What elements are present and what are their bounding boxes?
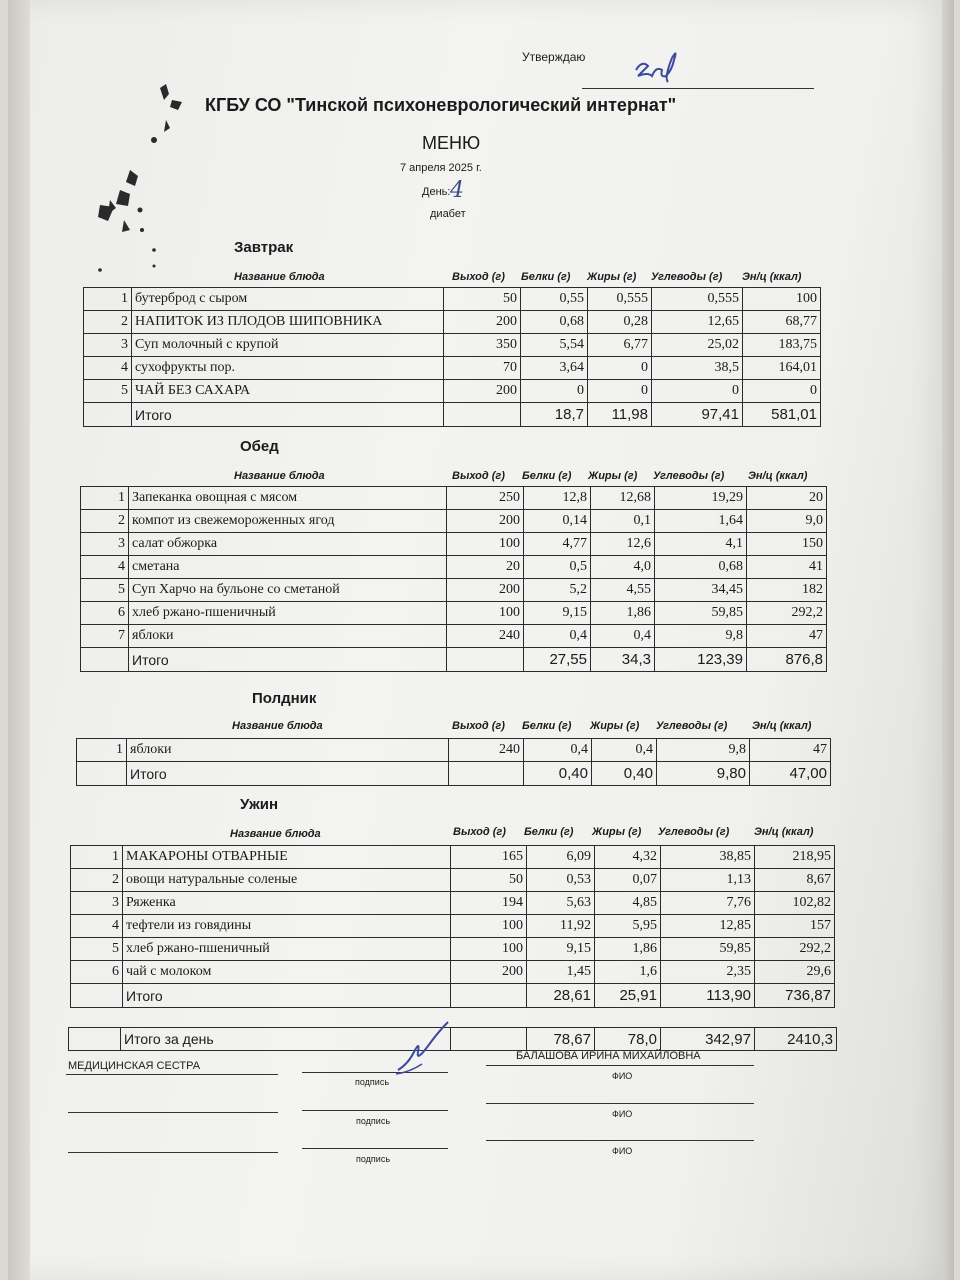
dish-protein: 6,09 — [527, 846, 595, 869]
row-number: 1 — [81, 487, 129, 510]
dish-protein: 11,92 — [527, 915, 595, 938]
total-energy: 47,00 — [750, 762, 831, 786]
dish-yield: 100 — [451, 915, 527, 938]
row-number: 6 — [71, 961, 123, 984]
col-head-name: Название блюда — [230, 828, 321, 840]
signature-caption: подпись — [356, 1154, 391, 1164]
dish-protein: 5,54 — [521, 334, 588, 357]
dish-carbs: 59,85 — [661, 938, 755, 961]
dish-energy: 47 — [747, 625, 827, 648]
total-energy: 736,87 — [755, 984, 835, 1008]
dish-energy: 0 — [743, 380, 821, 403]
dish-yield: 100 — [451, 938, 527, 961]
dish-fat: 0,1 — [591, 510, 655, 533]
dish-name: бутерброд с сыром — [132, 288, 444, 311]
dish-yield: 240 — [447, 625, 524, 648]
total-fat: 25,91 — [595, 984, 661, 1008]
grand-total-protein: 78,67 — [527, 1028, 595, 1051]
dish-name: яблоки — [129, 625, 447, 648]
col-head-fat: Жиры (г) — [587, 271, 637, 283]
dish-carbs: 0 — [652, 380, 743, 403]
empty-cell — [444, 403, 521, 427]
dish-name: хлеб ржано-пшеничный — [129, 602, 447, 625]
empty-cell — [449, 762, 524, 786]
dish-carbs: 38,5 — [652, 357, 743, 380]
col-head-fat: Жиры (г) — [590, 720, 640, 732]
dish-protein: 3,64 — [521, 357, 588, 380]
table-row — [81, 487, 827, 510]
dish-protein: 0,4 — [524, 625, 591, 648]
dish-yield: 50 — [451, 869, 527, 892]
dish-fat: 4,55 — [591, 579, 655, 602]
dish-fat: 4,85 — [595, 892, 661, 915]
dish-fat: 0 — [588, 357, 652, 380]
empty-cell — [447, 648, 524, 672]
dish-name: тефтели из говядины — [123, 915, 451, 938]
signature-line — [302, 1148, 448, 1149]
dish-name: овощи натуральные соленые — [123, 869, 451, 892]
row-number: 5 — [84, 380, 132, 403]
dish-yield: 100 — [447, 602, 524, 625]
col-head-energy: Эн/ц (ккал) — [742, 271, 802, 283]
dish-yield: 240 — [449, 739, 524, 762]
dish-energy: 8,67 — [755, 869, 835, 892]
dish-name: Ряженка — [123, 892, 451, 915]
total-fat: 0,40 — [592, 762, 657, 786]
dinner-table — [70, 845, 835, 1008]
total-label: Итого — [132, 403, 444, 427]
dish-energy: 68,77 — [743, 311, 821, 334]
dish-fat: 0,28 — [588, 311, 652, 334]
dish-energy: 182 — [747, 579, 827, 602]
row-number: 1 — [84, 288, 132, 311]
dish-carbs: 0,68 — [655, 556, 747, 579]
table-row — [84, 357, 821, 380]
signer-name: БАЛАШОВА ИРИНА МИХАЙЛОВНА — [516, 1050, 701, 1062]
col-head-carbs: Углеводы (г) — [658, 826, 730, 838]
empty-cell — [84, 403, 132, 427]
total-row — [84, 403, 821, 427]
total-carbs: 123,39 — [655, 648, 747, 672]
signer-role: МЕДИЦИНСКАЯ СЕСТРА — [68, 1060, 201, 1072]
dish-fat: 0 — [588, 380, 652, 403]
day-label: День: — [422, 186, 451, 198]
fio-line — [486, 1065, 754, 1066]
dish-yield: 250 — [447, 487, 524, 510]
dish-carbs: 9,8 — [657, 739, 750, 762]
total-carbs: 9,80 — [657, 762, 750, 786]
total-energy: 876,8 — [747, 648, 827, 672]
dish-carbs: 0,555 — [652, 288, 743, 311]
row-number: 3 — [71, 892, 123, 915]
table-row — [81, 602, 827, 625]
dish-name: НАПИТОК ИЗ ПЛОДОВ ШИПОВНИКА — [132, 311, 444, 334]
dish-protein: 4,77 — [524, 533, 591, 556]
table-row — [77, 739, 831, 762]
dish-protein: 0 — [521, 380, 588, 403]
dish-protein: 1,45 — [527, 961, 595, 984]
col-head-protein: Белки (г) — [522, 470, 572, 482]
fio-line — [486, 1140, 754, 1141]
col-head-name: Название блюда — [234, 470, 325, 482]
row-number: 3 — [81, 533, 129, 556]
col-head-yield: Выход (г) — [452, 470, 505, 482]
dish-fat: 0,555 — [588, 288, 652, 311]
dish-carbs: 25,02 — [652, 334, 743, 357]
col-head-protein: Белки (г) — [524, 826, 574, 838]
dish-protein: 0,14 — [524, 510, 591, 533]
col-head-energy: Эн/ц (ккал) — [754, 826, 814, 838]
row-number: 5 — [81, 579, 129, 602]
table-row — [71, 915, 835, 938]
row-number: 5 — [71, 938, 123, 961]
dish-fat: 1,86 — [591, 602, 655, 625]
col-head-name: Название блюда — [234, 271, 325, 283]
dish-name: Суп Харчо на бульоне со сметаной — [129, 579, 447, 602]
dish-energy: 150 — [747, 533, 827, 556]
total-row — [77, 762, 831, 786]
empty-cell — [77, 762, 127, 786]
row-number: 4 — [81, 556, 129, 579]
dish-energy: 29,6 — [755, 961, 835, 984]
dish-carbs: 38,85 — [661, 846, 755, 869]
total-protein: 28,61 — [527, 984, 595, 1008]
nurse-signature-icon — [390, 1020, 460, 1080]
dish-energy: 20 — [747, 487, 827, 510]
meal-title-dinner: Ужин — [240, 796, 279, 813]
table-row — [81, 556, 827, 579]
meal-title-lunch: Обед — [240, 438, 279, 455]
row-number: 6 — [81, 602, 129, 625]
col-head-yield: Выход (г) — [452, 271, 505, 283]
row-number: 1 — [71, 846, 123, 869]
dish-carbs: 7,76 — [661, 892, 755, 915]
role-line — [68, 1112, 278, 1113]
dish-fat: 0,4 — [592, 739, 657, 762]
table-row — [71, 846, 835, 869]
total-fat: 11,98 — [588, 403, 652, 427]
dish-name: хлеб ржано-пшеничный — [123, 938, 451, 961]
table-row — [84, 380, 821, 403]
dish-name: яблоки — [127, 739, 449, 762]
total-fat: 34,3 — [591, 648, 655, 672]
dish-yield: 200 — [447, 510, 524, 533]
col-head-energy: Эн/ц (ккал) — [748, 470, 808, 482]
dish-fat: 0,07 — [595, 869, 661, 892]
dish-fat: 12,6 — [591, 533, 655, 556]
dish-name: салат обжорка — [129, 533, 447, 556]
dish-fat: 5,95 — [595, 915, 661, 938]
dish-protein: 0,4 — [524, 739, 592, 762]
dish-yield: 50 — [444, 288, 521, 311]
dish-carbs: 12,65 — [652, 311, 743, 334]
dish-energy: 164,01 — [743, 357, 821, 380]
approve-label: Утверждаю — [522, 50, 586, 64]
table-row — [71, 938, 835, 961]
fio-caption: ФИО — [612, 1071, 633, 1081]
total-protein: 0,40 — [524, 762, 592, 786]
grand-total-fat: 78,0 — [595, 1028, 661, 1051]
dish-yield: 200 — [444, 380, 521, 403]
dish-energy: 157 — [755, 915, 835, 938]
dish-carbs: 1,13 — [661, 869, 755, 892]
total-energy: 581,01 — [743, 403, 821, 427]
dish-protein: 5,2 — [524, 579, 591, 602]
table-row — [84, 334, 821, 357]
meal-title-snack: Полдник — [252, 690, 317, 707]
signature-line — [302, 1110, 448, 1111]
dish-fat: 12,68 — [591, 487, 655, 510]
dish-protein: 12,8 — [524, 487, 591, 510]
row-number: 2 — [81, 510, 129, 533]
table-row — [71, 892, 835, 915]
organization-title: КГБУ СО "Тинской психоневрологический интернат" — [205, 95, 677, 115]
table-row — [71, 869, 835, 892]
col-head-fat: Жиры (г) — [592, 826, 642, 838]
dish-name: Запеканка овощная с мясом — [129, 487, 447, 510]
total-label: Итого — [127, 762, 449, 786]
dish-energy: 183,75 — [743, 334, 821, 357]
snack-table — [76, 738, 831, 786]
table-row — [71, 961, 835, 984]
dish-energy: 100 — [743, 288, 821, 311]
dish-energy: 41 — [747, 556, 827, 579]
dish-fat: 1,86 — [595, 938, 661, 961]
col-head-name: Название блюда — [232, 720, 323, 732]
dish-yield: 200 — [444, 311, 521, 334]
dish-protein: 9,15 — [527, 938, 595, 961]
dish-carbs: 2,35 — [661, 961, 755, 984]
dish-energy: 292,2 — [747, 602, 827, 625]
total-protein: 18,7 — [521, 403, 588, 427]
paper-edge-right — [942, 0, 954, 1280]
row-number: 4 — [71, 915, 123, 938]
total-row — [71, 984, 835, 1008]
total-carbs: 113,90 — [661, 984, 755, 1008]
dish-carbs: 59,85 — [655, 602, 747, 625]
dish-name: ЧАЙ БЕЗ САХАРА — [132, 380, 444, 403]
dish-protein: 0,55 — [521, 288, 588, 311]
dish-energy: 218,95 — [755, 846, 835, 869]
empty-cell — [451, 1028, 527, 1051]
fio-caption: ФИО — [612, 1146, 633, 1156]
col-head-carbs: Углеводы (г) — [656, 720, 728, 732]
total-label: Итого — [123, 984, 451, 1008]
col-head-yield: Выход (г) — [453, 826, 506, 838]
role-line — [68, 1152, 278, 1153]
meal-title-breakfast: Завтрак — [234, 239, 294, 256]
col-head-yield: Выход (г) — [452, 720, 505, 732]
table-row — [84, 311, 821, 334]
col-head-protein: Белки (г) — [521, 271, 571, 283]
row-number: 7 — [81, 625, 129, 648]
signature-caption: подпись — [356, 1116, 391, 1126]
breakfast-table — [83, 287, 821, 427]
col-head-protein: Белки (г) — [522, 720, 572, 732]
dish-yield: 70 — [444, 357, 521, 380]
menu-date: 7 апреля 2025 г. — [400, 162, 482, 174]
dish-carbs: 19,29 — [655, 487, 747, 510]
col-head-fat: Жиры (г) — [588, 470, 638, 482]
dish-carbs: 4,1 — [655, 533, 747, 556]
dish-energy: 292,2 — [755, 938, 835, 961]
total-protein: 27,55 — [524, 648, 591, 672]
dish-fat: 4,0 — [591, 556, 655, 579]
row-number: 3 — [84, 334, 132, 357]
table-row — [81, 510, 827, 533]
role-line — [66, 1074, 278, 1075]
dish-name: компот из свежемороженных ягод — [129, 510, 447, 533]
dish-energy: 47 — [750, 739, 831, 762]
row-number: 4 — [84, 357, 132, 380]
dish-yield: 194 — [451, 892, 527, 915]
grand-total-label: Итого за день — [121, 1028, 451, 1051]
total-carbs: 97,41 — [652, 403, 743, 427]
row-number: 1 — [77, 739, 127, 762]
row-number: 2 — [71, 869, 123, 892]
dish-name: сухофрукты пор. — [132, 357, 444, 380]
dish-name: чай с молоком — [123, 961, 451, 984]
paper-edge-left — [8, 0, 30, 1280]
table-row — [81, 579, 827, 602]
dish-energy: 9,0 — [747, 510, 827, 533]
menu-title: МЕНЮ — [422, 133, 481, 153]
dish-protein: 5,63 — [527, 892, 595, 915]
approval-signature-icon — [628, 40, 708, 90]
dish-carbs: 12,85 — [661, 915, 755, 938]
dish-yield: 200 — [451, 961, 527, 984]
diet-label: диабет — [430, 208, 466, 220]
dish-yield: 100 — [447, 533, 524, 556]
grand-total-carbs: 342,97 — [661, 1028, 755, 1051]
dish-fat: 1,6 — [595, 961, 661, 984]
dish-fat: 4,32 — [595, 846, 661, 869]
dish-yield: 165 — [451, 846, 527, 869]
dish-protein: 0,53 — [527, 869, 595, 892]
fio-line — [486, 1103, 754, 1104]
dish-name: Суп молочный с крупой — [132, 334, 444, 357]
table-row — [81, 533, 827, 556]
row-number: 2 — [84, 311, 132, 334]
empty-cell — [69, 1028, 121, 1051]
total-label: Итого — [129, 648, 447, 672]
col-head-carbs: Углеводы (г) — [651, 271, 723, 283]
dish-carbs: 9,8 — [655, 625, 747, 648]
table-row — [84, 288, 821, 311]
empty-cell — [71, 984, 123, 1008]
table-row — [81, 625, 827, 648]
dish-name: сметана — [129, 556, 447, 579]
lunch-table — [80, 486, 827, 672]
dish-yield: 20 — [447, 556, 524, 579]
fio-caption: ФИО — [612, 1109, 633, 1119]
col-head-energy: Эн/ц (ккал) — [752, 720, 812, 732]
total-row — [81, 648, 827, 672]
dish-protein: 0,68 — [521, 311, 588, 334]
dish-fat: 0,4 — [591, 625, 655, 648]
empty-cell — [451, 984, 527, 1008]
dish-protein: 9,15 — [524, 602, 591, 625]
dish-energy: 102,82 — [755, 892, 835, 915]
dish-yield: 350 — [444, 334, 521, 357]
signature-caption: подпись — [355, 1077, 390, 1087]
col-head-carbs: Углеводы (г) — [653, 470, 725, 482]
dish-carbs: 34,45 — [655, 579, 747, 602]
dish-protein: 0,5 — [524, 556, 591, 579]
empty-cell — [81, 648, 129, 672]
dish-fat: 6,77 — [588, 334, 652, 357]
grand-total-energy: 2410,3 — [755, 1028, 837, 1051]
dish-name: МАКАРОНЫ ОТВАРНЫЕ — [123, 846, 451, 869]
dish-carbs: 1,64 — [655, 510, 747, 533]
day-value: 4 — [450, 178, 464, 203]
dish-yield: 200 — [447, 579, 524, 602]
